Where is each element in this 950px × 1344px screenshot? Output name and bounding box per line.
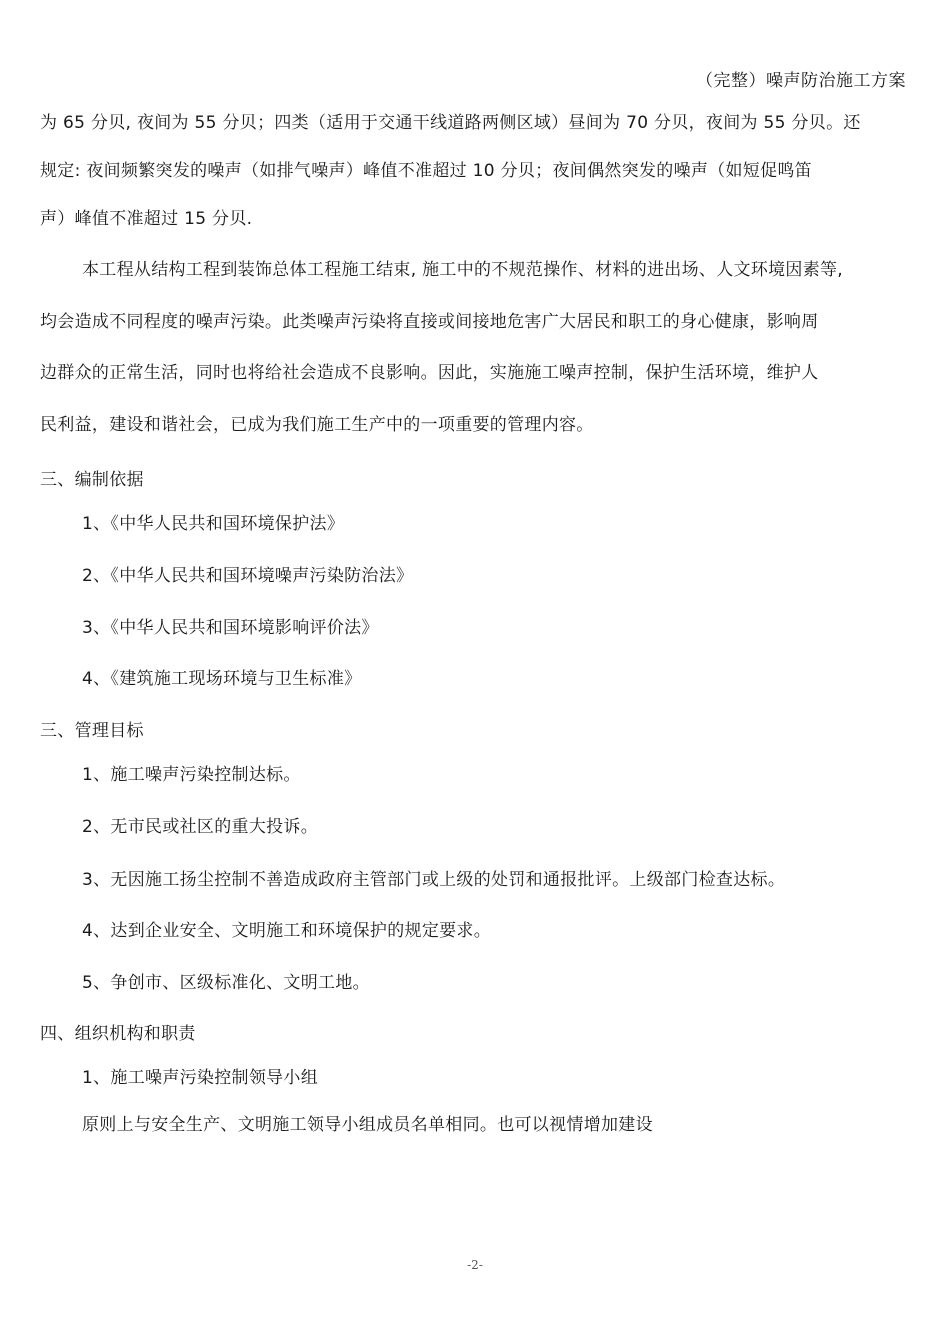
body-text-line: 本工程从结构工程到装饰总体工程施工结束, 施工中的不规范操作、材料的进出场、人文环境因素等,: [82, 260, 844, 280]
section-heading-organization: 四、组织机构和职责: [40, 1024, 196, 1044]
page-number: -2-: [467, 1258, 483, 1272]
list-item: 1、施工噪声污染控制领导小组: [82, 1068, 319, 1088]
body-text-line: 声）峰值不准超过 15 分贝.: [40, 209, 253, 229]
list-item: 3、《中华人民共和国环境影响评价法》: [82, 618, 379, 638]
list-item: 2、《中华人民共和国环境噪声污染防治法》: [82, 566, 414, 586]
body-text-line: 均会造成不同程度的噪声污染。此类噪声污染将直接或间接地危害广大居民和职工的身心健康，影响周: [40, 312, 819, 332]
section-heading-basis: 三、编制依据: [40, 470, 144, 490]
body-text-line: 原则上与安全生产、文明施工领导小组成员名单相同。也可以视情增加建设: [82, 1115, 653, 1135]
body-text-line: 民利益，建设和谐社会，已成为我们施工生产中的一项重要的管理内容。: [40, 415, 594, 435]
body-text-line: 为 65 分贝, 夜间为 55 分贝；四类（适用于交通干线道路两侧区域）昼间为 70 分贝，夜间为 55 分贝。还: [40, 113, 861, 133]
section-heading-goals: 三、管理目标: [40, 721, 144, 741]
list-item: 3、无因施工扬尘控制不善造成政府主管部门或上级的处罚和通报批评。上级部门检查达标。: [82, 870, 786, 890]
body-text-line: 边群众的正常生活，同时也将给社会造成不良影响。因此，实施施工噪声控制，保护生活环境，维护人: [40, 363, 819, 383]
list-item: 1、施工噪声污染控制达标。: [82, 765, 301, 785]
list-item: 4、《建筑施工现场环境与卫生标准》: [82, 669, 362, 689]
list-item: 5、争创市、区级标准化、文明工地。: [82, 973, 370, 993]
list-item: 4、达到企业安全、文明施工和环境保护的规定要求。: [82, 921, 492, 941]
list-item: 1、《中华人民共和国环境保护法》: [82, 514, 345, 534]
body-text-line: 规定: 夜间频繁突发的噪声（如排气噪声）峰值不准超过 10 分贝；夜间偶然突发的噪声（如短促鸣笛: [40, 161, 812, 181]
list-item: 2、无市民或社区的重大投诉。: [82, 817, 319, 837]
document-header-title: （完整）噪声防治施工方案: [696, 71, 906, 91]
